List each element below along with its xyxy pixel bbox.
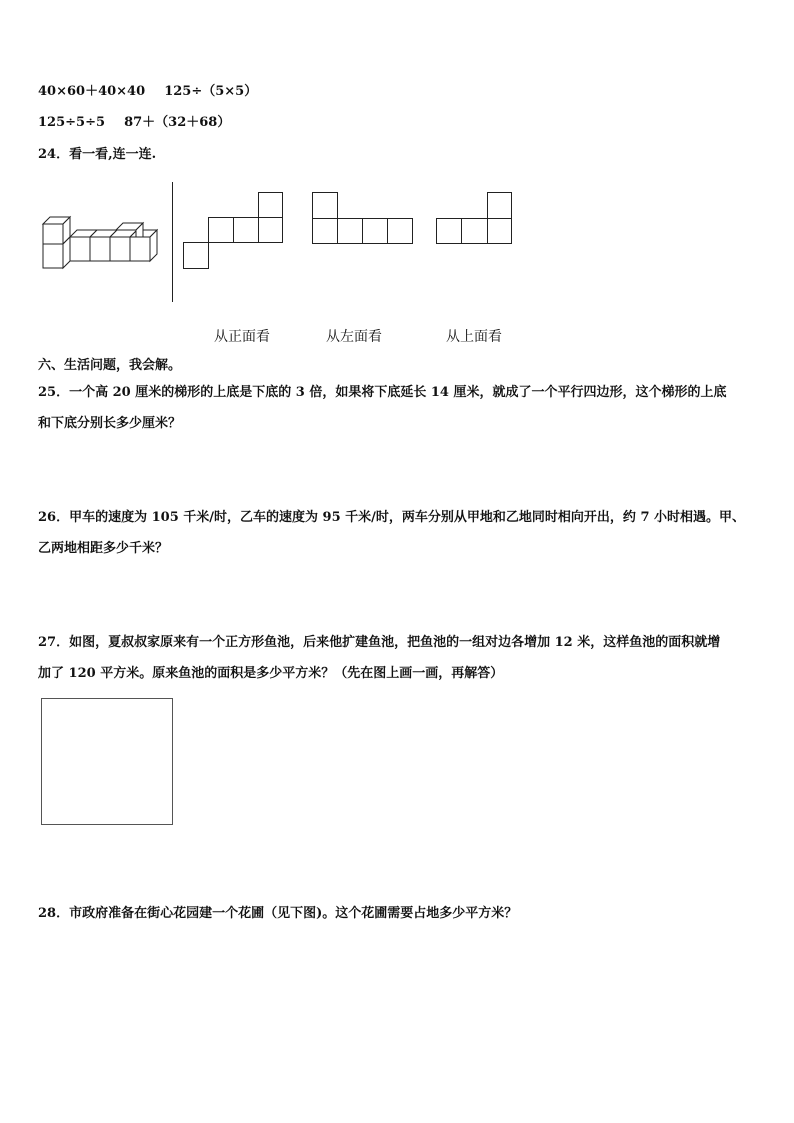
calc-1b: 125÷（5×5）	[164, 84, 258, 99]
calc-1a: 40×60＋40×40	[38, 84, 146, 99]
q26-line-1: 26．甲车的速度为 105 千米/时，乙车的速度为 95 千米/时，两车分别从甲地和乙地同时相向开出，约 7 小时相遇。甲、	[38, 510, 746, 525]
q25-line-1: 25．一个高 20 厘米的梯形的上底是下底的 3 倍，如果将下底延长 14 厘米，就成了一个平行四边形，这个梯形的上底	[38, 385, 727, 400]
q24-title: 24．看一看,连一连.	[38, 147, 157, 162]
calc-row-2	[38, 114, 230, 132]
calc-2b: 87＋（32＋68）	[124, 115, 231, 130]
view-figure-a	[183, 192, 285, 272]
q25-line-2: 和下底分别长多少厘米？	[38, 416, 182, 431]
figure-divider	[172, 182, 173, 302]
calc-row-1	[38, 83, 257, 101]
section-6-heading: 六、生活问题，我会解。	[38, 358, 182, 373]
cube-solid-figure	[38, 212, 158, 272]
caption-top-view: 从上面看	[446, 329, 502, 345]
square-pond-figure	[41, 698, 173, 825]
view-figure-b	[312, 192, 416, 248]
view-figure-c	[436, 192, 516, 248]
q26-line-2: 乙两地相距多少千米？	[38, 541, 169, 556]
caption-left-view: 从左面看	[326, 329, 382, 345]
q27-line-1: 27．如图，夏叔叔家原来有一个正方形鱼池，后来他扩建鱼池，把鱼池的一组对边各增加 12 米，这样鱼池的面积就增	[38, 635, 721, 650]
q27-line-2: 加了 120 平方米。原来鱼池的面积是多少平方米？（先在图上画一画，再解答）	[38, 666, 504, 681]
caption-front-view: 从正面看	[214, 329, 270, 345]
calc-2a: 125÷5÷5	[38, 115, 106, 130]
q28-line-1: 28．市政府准备在街心花园建一个花圃（见下图)。这个花圃需要占地多少平方米？	[38, 906, 518, 921]
